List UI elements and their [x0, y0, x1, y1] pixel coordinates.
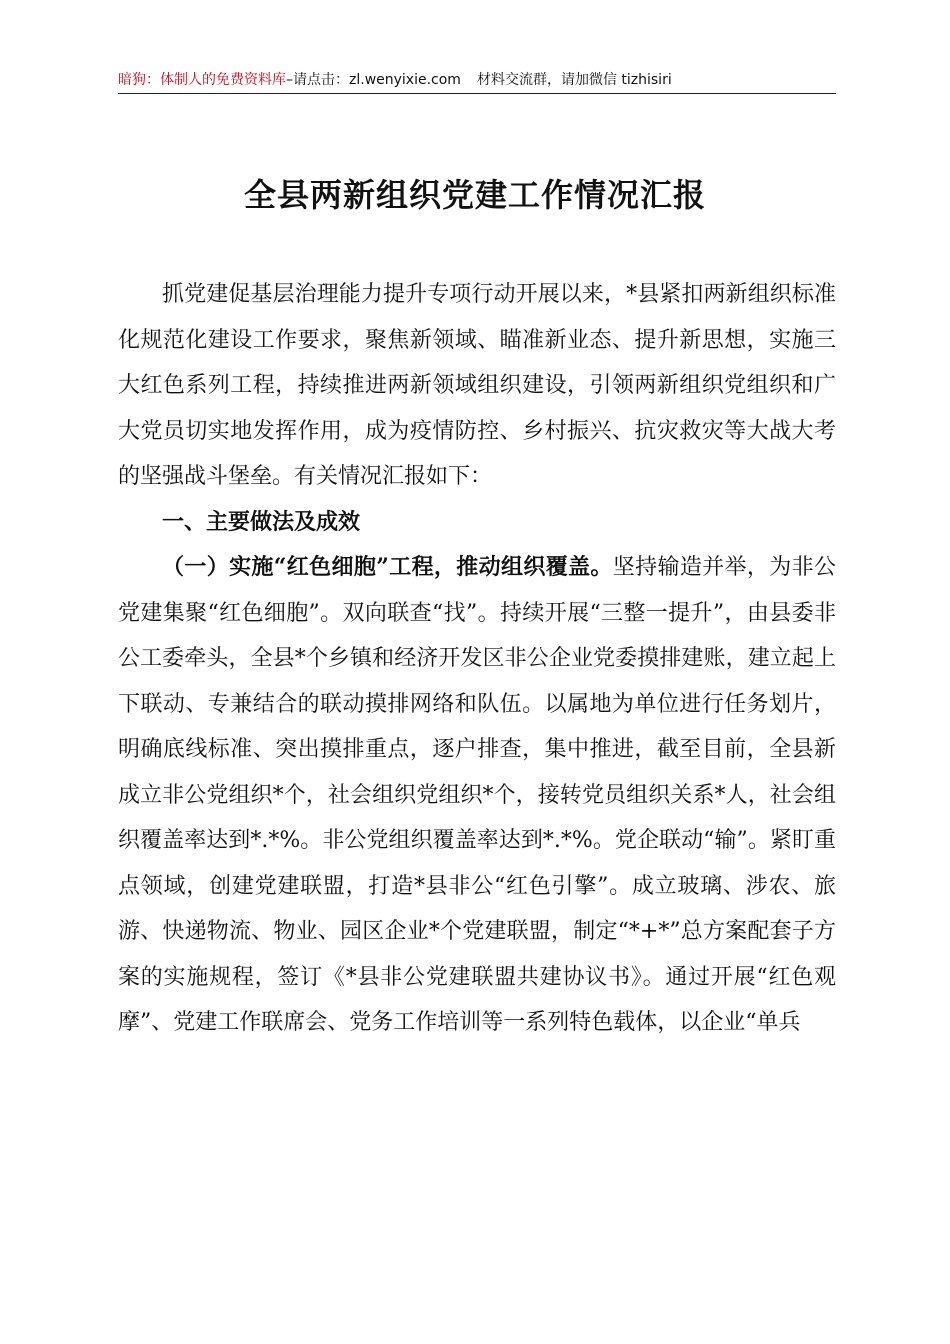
header-contact-text: 材料交流群，请加微信 tizhisiri — [476, 72, 672, 88]
header-promo-link[interactable]: 暗狗：体制人的免费资料库 — [118, 72, 286, 88]
header-divider — [118, 93, 836, 94]
subsection-heading: （一）实施“红色细胞”工程，推动组织覆盖。 — [162, 554, 613, 580]
subsection-paragraph — [118, 545, 836, 1046]
document-title: 全县两新组织党建工作情况汇报 — [243, 176, 706, 214]
header-click-text[interactable]: –请点击：zl.wenyixie.com — [286, 72, 461, 88]
document-body — [118, 272, 836, 1046]
header-banner — [118, 70, 836, 90]
section-heading: 一、主要做法及成效 — [162, 509, 361, 535]
subsection-body: 坚持输造并举，为非公党建集聚“红色细胞”。双向联查“找”。持续开展“三整一提升”，由县委非公工委牵头，全县*个乡镇和经济开发区非公企业党委摸排建账，建立起上下联动、专兼结合的联动摸排网络和队伍。以属地为单位进行任务划片，明确底线标准、突出摸排重点，逐户排查，集中推进，截至目前，全县新成立非公党组织*个，社会组织党组织*个，接转党员组织关系*人，社会组织覆盖率达到*.*%。非公党组织覆盖率达到*.*%。党企联动“输”。紧盯重点领域，创建党建联盟，打造*县非公“红色引擎”。成立玻璃、涉农、旅游、快递物流、物业、园区企业*个党建联盟，制定“*+*”总方案配套子方案的实施规程，签订《*县非公党建联盟共建协议书》。通过开展“红色观摩”、党建工作联席会、党务工作培训等一系列特色载体，以企业“单兵 — [118, 555, 836, 1035]
intro-paragraph: 抓党建促基层治理能力提升专项行动开展以来，*县紧扣两新组织标准化规范化建设工作要求，聚焦新领域、瞄准新业态、提升新思想，实施三大红色系列工程，持续推进两新领域组织建设，引领两新组织党组织和广大党员切实地发挥作用，成为疫情防控、乡村振兴、抗灾救灾等大战大考的坚强战斗堡垒。有关情况汇报如下： — [118, 282, 836, 489]
